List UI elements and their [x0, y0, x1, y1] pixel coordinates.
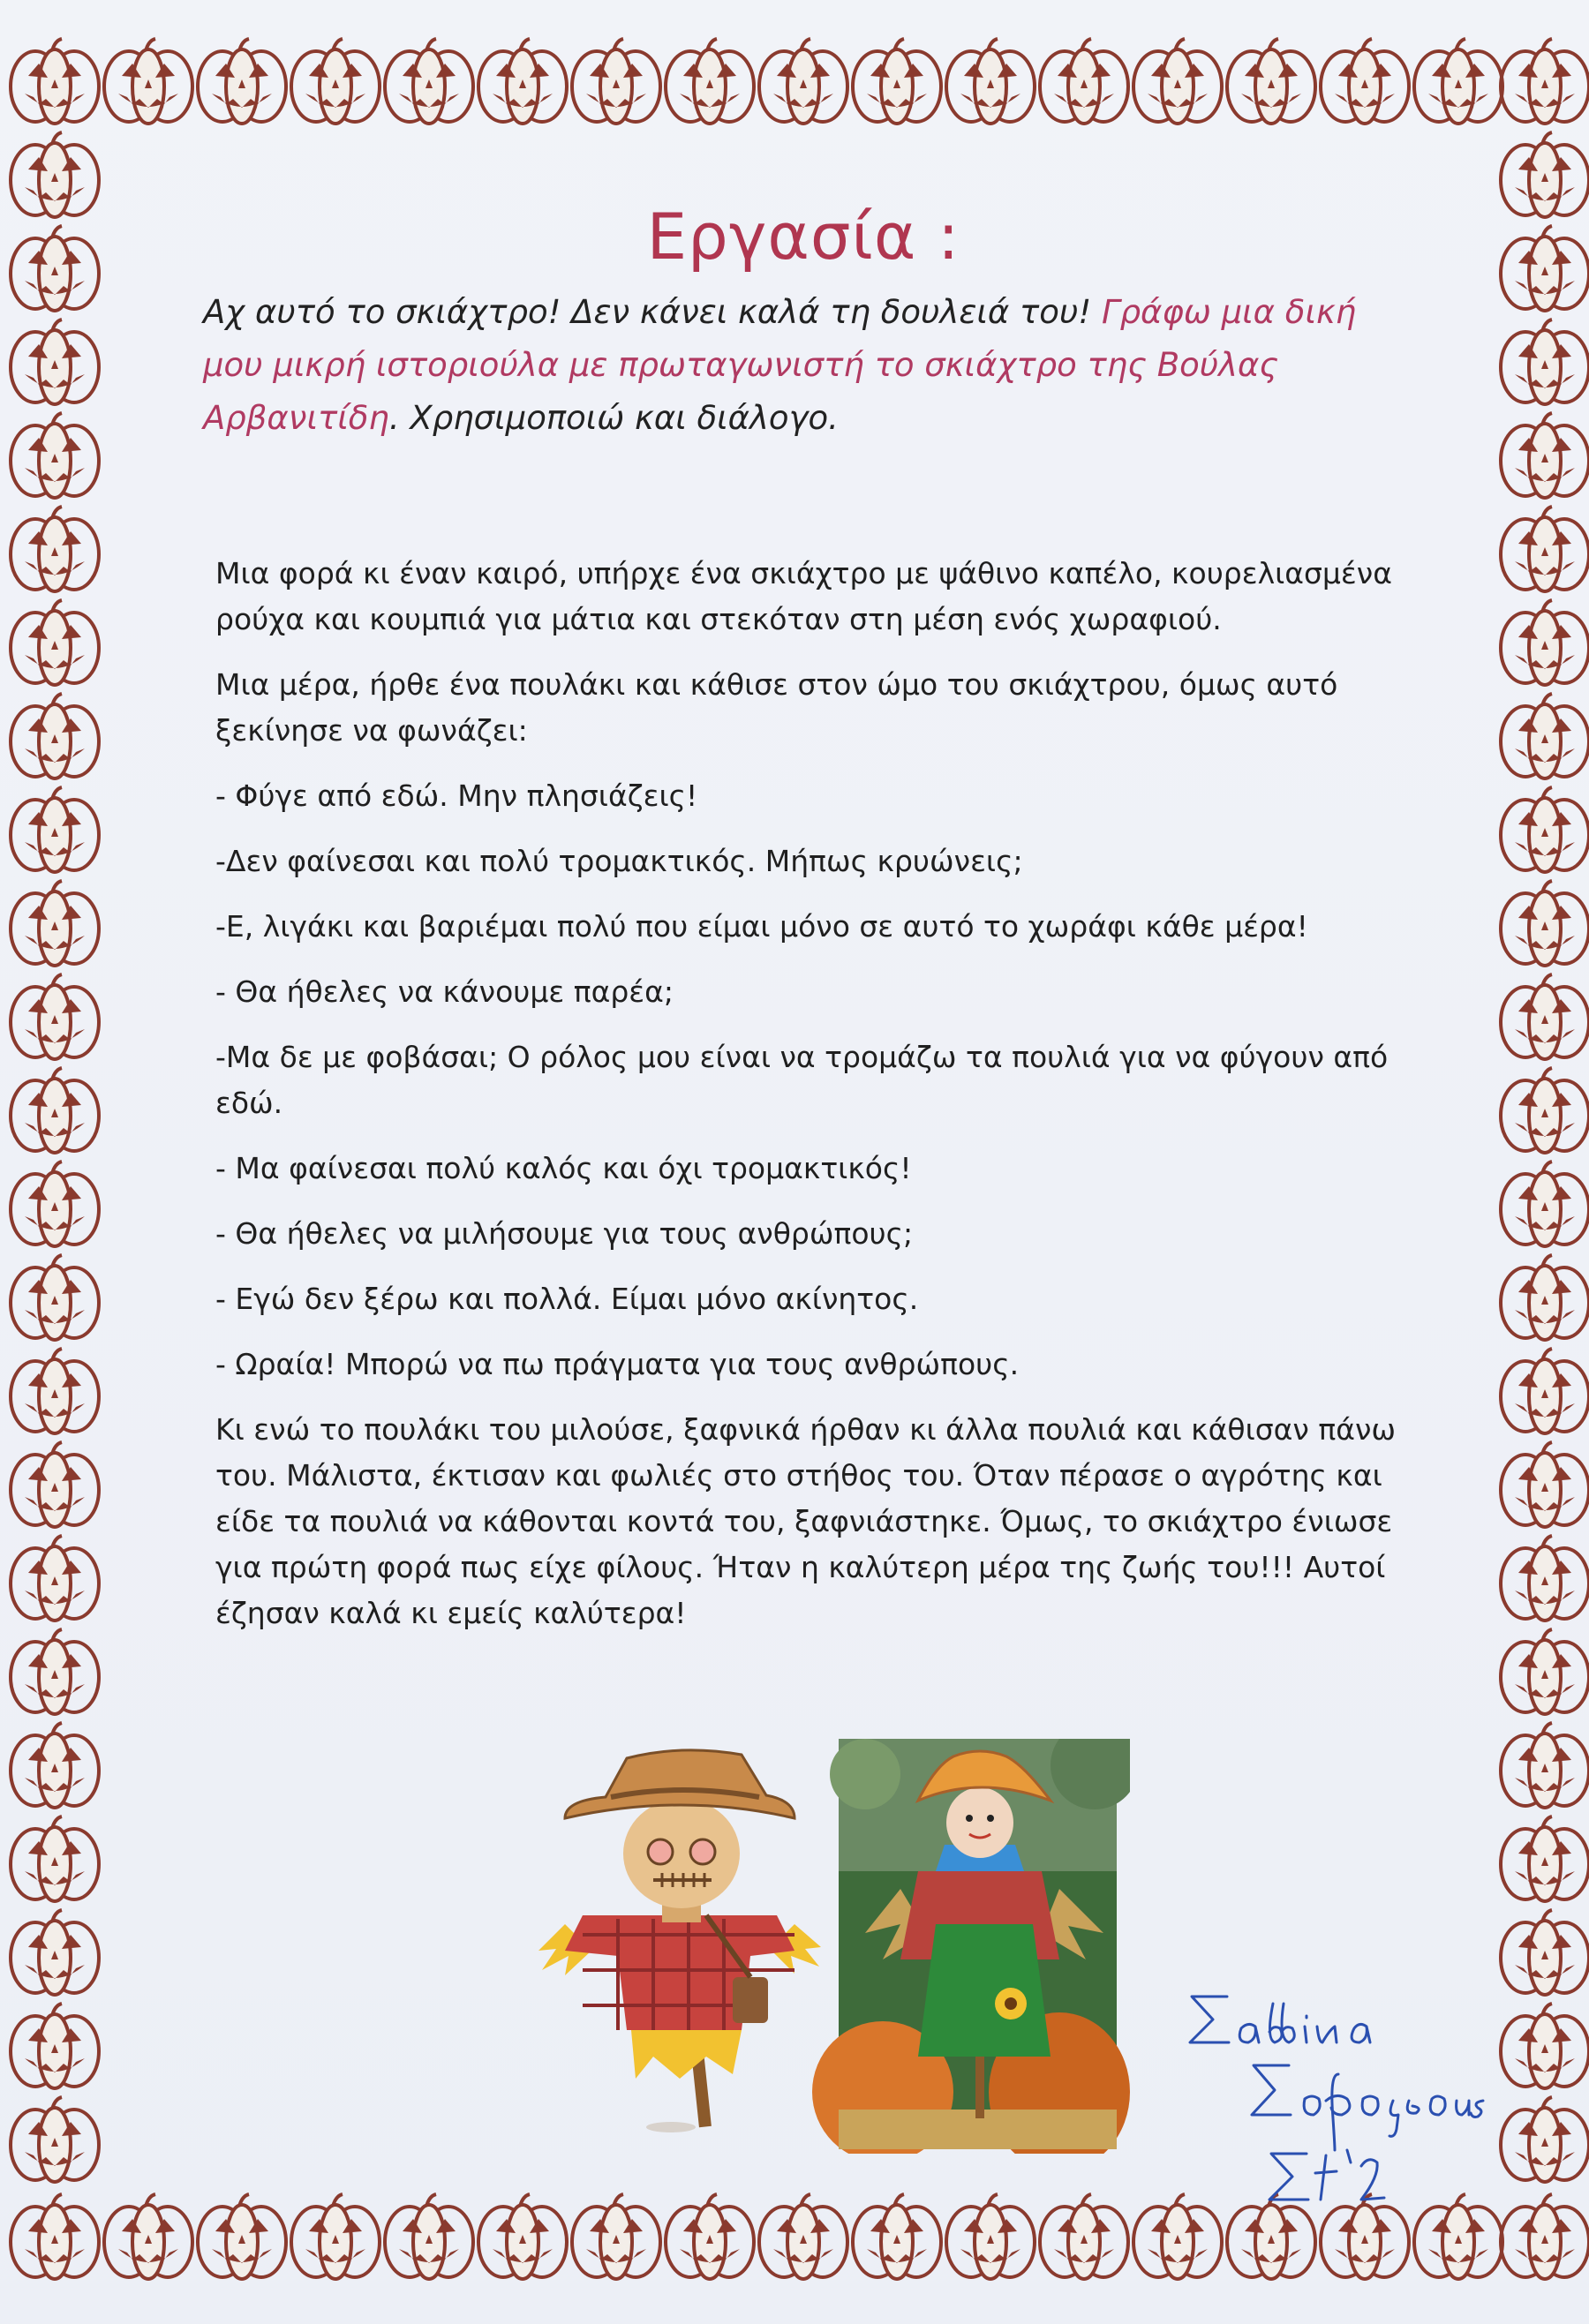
- pumpkin-border-top: [11, 39, 1589, 124]
- story-paragraph: Μια φορά κι έναν καιρό, υπήρχε ένα σκιάχτρο με ψάθινο καπέλο, κουρελιασμένα ρούχα και κουμπιά για μάτια και στεκόταν στη μέση ενός χωραφιού.: [215, 556, 1392, 636]
- content-area: [203, 185, 1404, 1656]
- pumpkin-border-bottom: [11, 2194, 1589, 2279]
- task-instructions: [203, 286, 1386, 445]
- story-paragraph: Κι ενώ το πουλάκι του μιλούσε, ξαφνικά ήρθαν κι άλλα πουλιά και κάθισαν πάνω του. Μάλιστα, έκτισαν και φωλιές στο στήθος του. Όταν πέρασε ο αγρότης και είδε τα πουλιά να κάθονται κοντά του, ξαφνιάστηκε. Όμως, το σκιάχτρο ένιωσε για πρώτη φορά πως είχε φίλους. Ήταν η καλύτερη μέρα της ζωής του!!! Αυτοί έζησαν καλά κι εμείς καλύτερα!: [215, 1412, 1397, 1630]
- scarecrow-cartoon-illustration: [538, 1750, 821, 2132]
- dialogue-line: - Θα ήθελες να μιλήσουμε για τους ανθρώπους;: [215, 1216, 914, 1251]
- task-text-intro: Αχ αυτό το σκιάχτρο! Δεν κάνει καλά τη δουλειά του!: [203, 293, 1102, 331]
- dialogue-line: -Μα δε με φοβάσαι; Ο ρόλος μου είναι να τρομάζω τα πουλιά για να φύγουν από εδώ.: [215, 1040, 1389, 1120]
- task-text-end: . Χρησιμοποιώ και διάλογο.: [388, 399, 839, 437]
- handwritten-signature: [1174, 1977, 1492, 2207]
- dialogue-line: -Ε, λιγάκι και βαριέμαι πολύ που είμαι μόνο σε αυτό το χωράφι κάθε μέρα!: [215, 909, 1308, 944]
- scarecrow-images: [530, 1739, 1130, 2154]
- scarecrow-photo: [812, 1739, 1130, 2154]
- dialogue-line: - Φύγε από εδώ. Μην πλησιάζεις!: [215, 778, 698, 813]
- dialogue-line: - Ωραία! Μπορώ να πω πράγματα για τους ανθρώπους.: [215, 1347, 1020, 1381]
- page-title: Εργασία :: [646, 199, 960, 274]
- pumpkin-border-right: [1501, 132, 1589, 2182]
- dialogue-line: -Δεν φαίνεσαι και πολύ τρομακτικός. Μήπως κρυώνεις;: [215, 844, 1023, 878]
- dialogue-line: - Θα ήθελες να κάνουμε παρέα;: [215, 974, 674, 1009]
- pumpkin-border-left: [11, 132, 99, 2182]
- dialogue-line: - Εγώ δεν ξέρω και πολλά. Είμαι μόνο ακίνητος.: [215, 1282, 919, 1316]
- story-paragraph: Μια μέρα, ήρθε ένα πουλάκι και κάθισε στον ώμο του σκιάχτρου, όμως αυτό ξεκίνησε να φωνάζει:: [215, 667, 1338, 748]
- dialogue-line: - Μα φαίνεσαι πολύ καλός και όχι τρομακτικός!: [215, 1151, 912, 1185]
- story-text: [203, 551, 1404, 1636]
- task-text-highlight: Γράφω μια δική μου μικρή ιστοριούλα με πρωταγωνιστή το σκιάχτρο της Βούλας Αρβανιτίδη: [203, 293, 1357, 437]
